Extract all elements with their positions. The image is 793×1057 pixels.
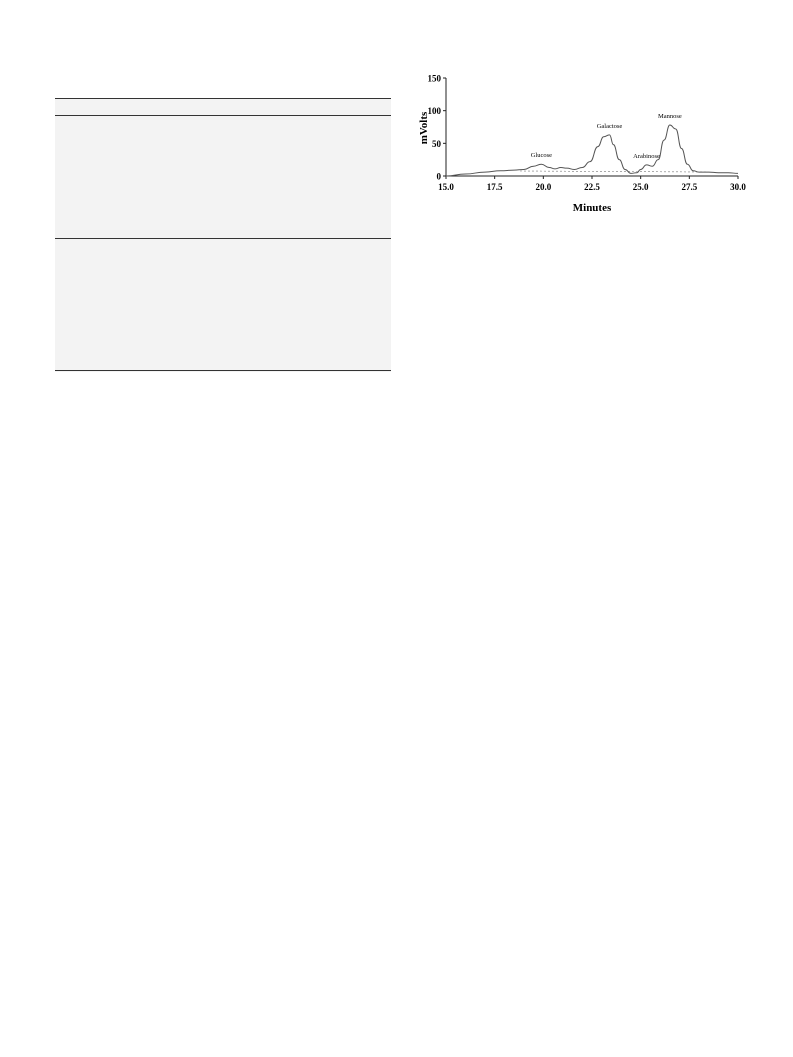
table-top-rule (55, 98, 391, 99)
table-block (55, 98, 391, 372)
y-tick-label: 100 (427, 106, 441, 117)
chromatogram-figure (410, 68, 755, 218)
chromatogram-chart (410, 68, 755, 218)
x-axis-label: Minutes (572, 202, 612, 214)
y-ticks (428, 74, 447, 182)
x-tick-label: 15.0 (438, 182, 454, 192)
x-tick-label: 20.0 (535, 182, 552, 192)
peak-label-mannose: Mannose (657, 113, 682, 121)
y-tick-label: 0 (436, 171, 441, 182)
chromatogram-trace (446, 122, 738, 176)
x-tick-label: 22.5 (584, 182, 600, 192)
y-tick-label: 150 (427, 73, 441, 84)
x-tick-label: 30.0 (730, 182, 746, 192)
table-bottom-rule (55, 370, 391, 371)
peak-label-galactose: Galactose (596, 122, 623, 130)
peak-label-arabinose: Arabinose (633, 152, 660, 160)
table-header-rule (55, 115, 391, 116)
x-tick-label: 17.5 (486, 182, 503, 192)
y-tick-label: 50 (432, 138, 441, 149)
table-section-rule (55, 238, 391, 239)
x-ticks (438, 176, 746, 192)
y-axis-label: mVolts (418, 111, 430, 145)
integration-baseline (520, 171, 706, 172)
x-tick-label: 25.0 (632, 182, 649, 192)
x-tick-label: 27.5 (681, 182, 698, 192)
peak-label-glucose: Glucose (530, 152, 553, 160)
